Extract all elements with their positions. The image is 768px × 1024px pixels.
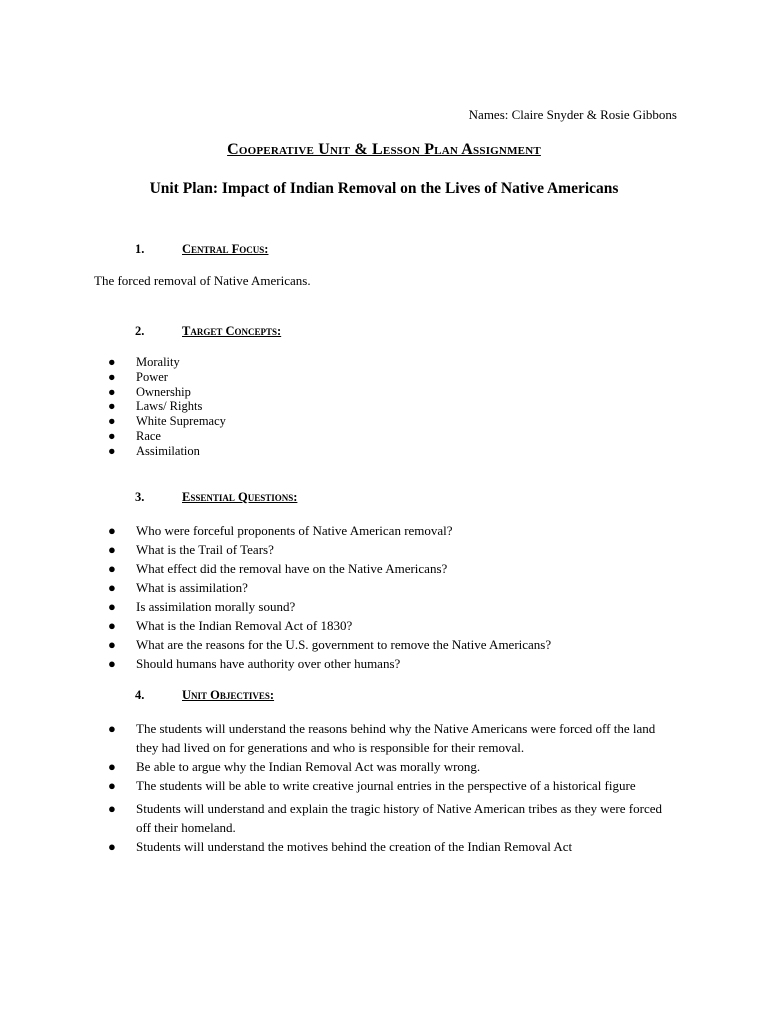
list-item: ● Should humans have authority over other humans? xyxy=(108,656,401,671)
list-item: ● Ownership xyxy=(108,384,191,399)
bullet-icon: ● xyxy=(108,523,116,538)
unit-plan-title: Unit Plan: Impact of Indian Removal on the Lives of Native Americans xyxy=(149,180,619,197)
section-number-1: 1. xyxy=(135,242,145,256)
bullet-icon: ● xyxy=(108,721,116,736)
section-number-2: 2. xyxy=(135,324,145,338)
section-number-4: 4. xyxy=(135,688,145,702)
list-item: ● Race xyxy=(108,428,161,443)
section-heading-target-concepts: Target Concepts: xyxy=(182,324,282,338)
section-heading-unit-objectives: Unit Objectives: xyxy=(182,688,275,702)
list-item: ● White Supremacy xyxy=(108,414,226,429)
bullet-icon: ● xyxy=(108,839,116,854)
bullet-icon: ● xyxy=(108,399,116,414)
central-focus-text: The forced removal of Native Americans. xyxy=(94,273,311,288)
bullet-icon: ● xyxy=(108,801,116,816)
bullet-icon: ● xyxy=(108,369,116,384)
bullet-icon: ● xyxy=(108,637,116,652)
list-item: ● Assimilation xyxy=(108,443,200,458)
author-names: Names: Claire Snyder & Rosie Gibbons xyxy=(468,107,677,122)
section-heading-central-focus: Central Focus: xyxy=(182,242,269,256)
bullet-icon: ● xyxy=(108,355,116,369)
list-item: ● Students will understand the motives behind the creation of the Indian Removal Act xyxy=(108,839,573,854)
list-item: ● What effect did the removal have on the Native Americans? xyxy=(108,561,448,576)
list-item: ● Be able to argue why the Indian Removal Act was morally wrong. xyxy=(108,759,481,774)
list-item: ● What are the reasons for the U.S. government to remove the Native Americans? xyxy=(108,637,552,652)
bullet-icon: ● xyxy=(108,414,116,429)
bullet-icon: ● xyxy=(108,618,116,633)
section-number-3: 3. xyxy=(135,490,145,504)
section-heading-essential-questions: Essential Questions: xyxy=(182,490,298,504)
bullet-icon: ● xyxy=(108,778,116,793)
list-item: ● Students will understand and explain the tragic history of Native American tribes as they were forced off their homeland. xyxy=(108,801,662,835)
bullet-icon: ● xyxy=(108,656,116,671)
bullet-icon: ● xyxy=(108,384,116,399)
list-item: ● What is assimilation? xyxy=(108,580,248,595)
list-item: ● What is the Trail of Tears? xyxy=(108,542,274,557)
list-item: ● The students will be able to write creative journal entries in the perspective of a historical figure xyxy=(108,778,636,793)
list-item: ● Who were forceful proponents of Native American removal? xyxy=(108,523,453,538)
list-item: ● What is the Indian Removal Act of 1830? xyxy=(108,618,353,633)
list-item: ● Power xyxy=(108,369,168,384)
target-concepts-list xyxy=(108,355,226,459)
bullet-icon: ● xyxy=(108,443,116,458)
list-item: ● Is assimilation morally sound? xyxy=(108,599,296,614)
bullet-icon: ● xyxy=(108,561,116,576)
bullet-icon: ● xyxy=(108,599,116,614)
list-item: ● Laws/ Rights xyxy=(108,399,203,414)
bullet-icon: ● xyxy=(108,428,116,443)
document-title: Cooperative Unit & Lesson Plan Assignment xyxy=(227,141,541,158)
unit-objectives-list xyxy=(108,719,668,856)
bullet-icon: ● xyxy=(108,542,116,557)
bullet-icon: ● xyxy=(108,580,116,595)
list-item: ● The students will understand the reasons behind why the Native Americans were forced off the land they had lived on for generations and who is responsible for their removal. xyxy=(108,721,656,755)
list-item: ● Morality xyxy=(108,355,180,369)
bullet-icon: ● xyxy=(108,759,116,774)
essential-questions-list xyxy=(108,521,551,673)
